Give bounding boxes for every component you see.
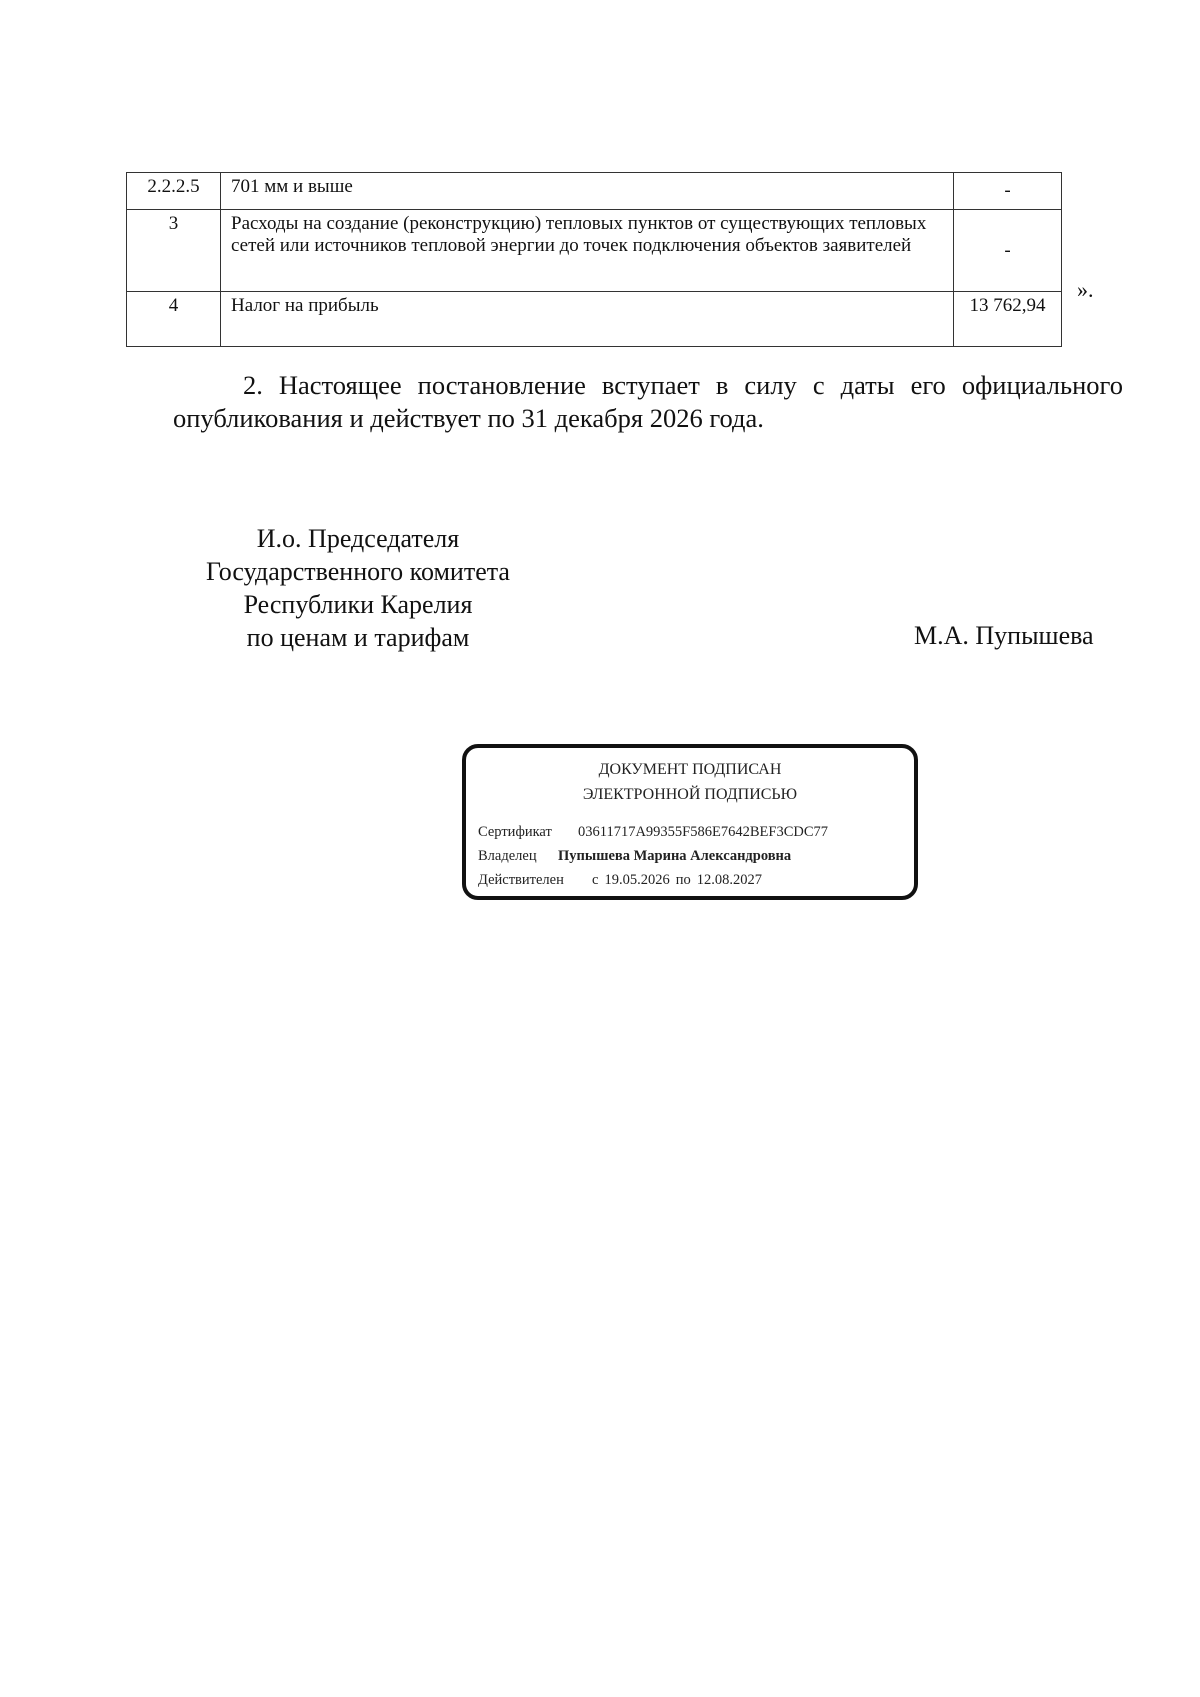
stamp-header-line: ЭЛЕКТРОННОЙ ПОДПИСЬЮ [582,786,798,803]
table-row [127,292,1062,347]
signatory-title-line: по ценам и тарифам [246,623,470,652]
effective-date-paragraph [173,369,1123,435]
row-number: 2.2.2.5 [127,173,221,210]
row-value: - [954,173,1062,210]
owner-value: Пупышева Марина Александровна [558,848,792,864]
row-number: 4 [127,292,221,347]
stamp-certificate-row [478,824,828,841]
signatory-title-line: Государственного комитета [206,557,510,586]
signatory-name: М.А. Пупышева [914,621,1094,650]
valid-to-date: 12.08.2027 [696,872,762,888]
row-description: 701 мм и выше [221,173,954,210]
signatory-title [183,522,533,654]
row-description: Расходы на создание (реконструкцию) тепловых пунктов от существующих тепловых сетей или источников тепловой энергии до точек подключения объектов заявителей [221,210,954,292]
certificate-value: 03611717A99355F586E7642BEF3CDC77 [578,824,829,840]
tariff-table [126,172,1062,347]
table-row [127,173,1062,210]
stamp-owner-row [478,848,791,865]
row-value: 13 762,94 [954,292,1062,347]
row-number: 3 [127,210,221,292]
closing-quote: ». [1077,277,1094,302]
table-row [127,210,1062,292]
stamp-header-line: ДОКУМЕНТ ПОДПИСАН [598,761,782,778]
signatory-title-line: Республики Карелия [243,590,473,619]
paragraph-line-1: 2. Настоящее постановление вступает в силу с даты его официального [243,370,1123,400]
valid-from-date: 19.05.2026 [604,872,670,888]
certificate-label: Сертификат [478,824,552,840]
signatory-title-line: И.о. Председателя [256,524,460,553]
valid-label: Действителен [478,872,564,888]
valid-from-prefix: с [592,872,599,888]
stamp-header [466,757,914,807]
row-description: Налог на прибыль [221,292,954,347]
row-value: - [954,210,1062,292]
stamp-validity-row [478,872,762,889]
valid-to-prefix: по [675,872,691,888]
owner-label: Владелец [478,848,537,864]
electronic-signature-stamp [462,744,918,900]
paragraph-line-2: опубликования и действует по 31 декабря 2026 года. [173,403,764,433]
